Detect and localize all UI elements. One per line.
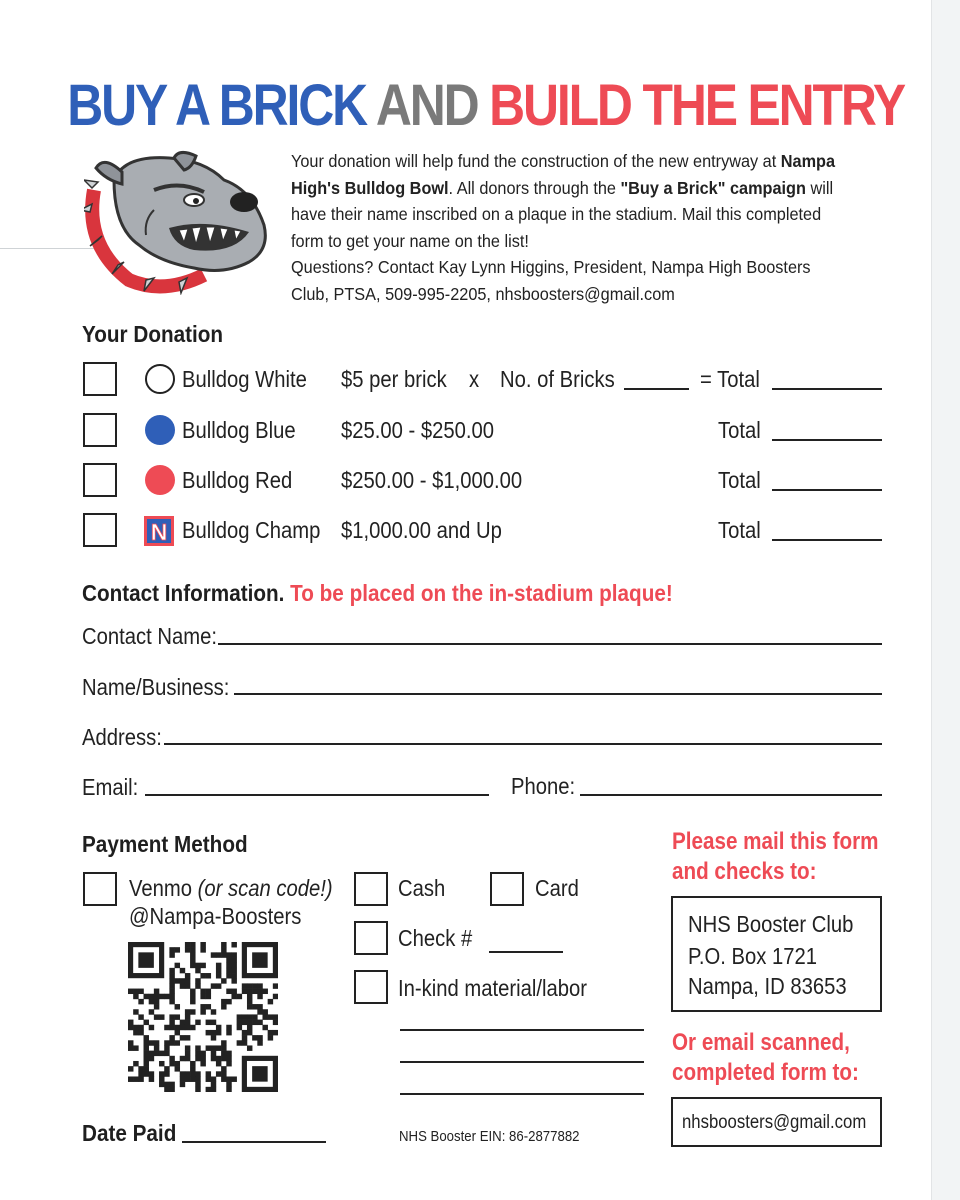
intro-questions: Questions? Contact Kay Lynn Higgins, President, Nampa High Boosters Club, PTSA, 509-995-2205, nhsboosters@gmail.com	[291, 257, 811, 304]
blue-circle-icon	[145, 415, 175, 445]
card-checkbox[interactable]	[490, 872, 524, 906]
title-part-1: BUY A BRICK	[67, 73, 366, 138]
email-box	[671, 1097, 882, 1147]
inkind-line-1[interactable]	[400, 1029, 644, 1031]
card-label: Card	[535, 875, 579, 901]
scan-mark	[0, 248, 95, 249]
mail-heading-line-1: Please mail this form	[672, 828, 879, 855]
tier-blue-price: $25.00 - $250.00	[341, 417, 495, 443]
check-number-field[interactable]	[489, 951, 563, 953]
venmo-note: (or scan code!)	[197, 875, 333, 901]
inkind-checkbox[interactable]	[354, 970, 388, 1004]
title-part-2: AND	[375, 73, 478, 138]
email-heading-line-2: completed form to:	[672, 1059, 859, 1086]
date-paid-field[interactable]	[182, 1141, 326, 1143]
mail-heading	[672, 827, 878, 887]
n-logo-icon	[143, 515, 175, 547]
inkind-line-2[interactable]	[400, 1061, 644, 1063]
cash-checkbox[interactable]	[354, 872, 388, 906]
contact-name-label: Contact Name:	[82, 623, 217, 649]
tier-red-name: Bulldog Red	[182, 467, 293, 493]
address-label: Address:	[82, 724, 162, 750]
qr-code-icon	[128, 942, 278, 1092]
intro-bold-1: Nampa High's Bulldog Bowl	[291, 151, 836, 198]
page-title	[67, 72, 904, 139]
mail-address-line-3: Nampa, ID 83653	[688, 973, 847, 999]
mail-address-line-2: P.O. Box 1721	[688, 943, 818, 969]
tier-white-times: x	[469, 366, 480, 392]
tier-champ-total-label: Total	[718, 517, 761, 543]
tier-red-total-label: Total	[718, 467, 761, 493]
mail-address-box	[671, 896, 882, 1012]
business-label: Name/Business:	[82, 674, 230, 700]
tier-champ-price: $1,000.00 and Up	[341, 517, 502, 543]
mail-heading-line-2: and checks to:	[672, 858, 817, 885]
tier-blue-name: Bulldog Blue	[182, 417, 296, 443]
business-field[interactable]	[234, 693, 882, 695]
mail-address-line-1: NHS Booster Club	[688, 911, 854, 937]
check-label: Check #	[398, 925, 473, 951]
contact-name-field[interactable]	[218, 643, 882, 645]
n-logo-letter: N	[150, 519, 168, 545]
inkind-label: In-kind material/labor	[398, 975, 587, 1001]
donation-heading: Your Donation	[82, 321, 224, 347]
tier-champ-total-field[interactable]	[772, 539, 882, 541]
tier-red-price: $250.00 - $1,000.00	[341, 467, 523, 493]
contact-heading-text: Contact Information.	[82, 580, 285, 606]
tier-champ-name: Bulldog Champ	[182, 517, 321, 543]
check-checkbox[interactable]	[354, 921, 388, 955]
intro-text-1: Your donation will help fund the construction of the new entryway at	[291, 151, 781, 171]
venmo-qr-code[interactable]	[128, 942, 278, 1097]
tier-white-total-field[interactable]	[772, 388, 882, 390]
tier-white-total-label: = Total	[700, 366, 760, 392]
tier-red-total-field[interactable]	[772, 489, 882, 491]
contact-subheading: To be placed on the in-stadium plaque!	[290, 580, 673, 606]
intro-text-2: . All donors through the	[448, 177, 621, 198]
title-part-3: BUILD THE ENTRY	[489, 73, 904, 138]
tier-white-name: Bulldog White	[182, 366, 307, 392]
tier-blue-checkbox[interactable]	[83, 413, 117, 447]
intro-text	[291, 148, 849, 307]
white-circle-icon	[145, 364, 175, 394]
venmo-checkbox[interactable]	[83, 872, 117, 906]
venmo-label-text: Venmo	[129, 875, 193, 901]
scan-edge	[931, 0, 960, 1200]
intro-text-3: will have their name inscribed on a plaque in the stadium. Mail this completed form to get your name on the list!	[291, 177, 834, 251]
ein-text: NHS Booster EIN: 86-2877882	[399, 1128, 580, 1145]
venmo-label	[129, 875, 333, 902]
address-field[interactable]	[164, 743, 882, 745]
tier-white-price: $5 per brick	[341, 366, 447, 392]
inkind-line-3[interactable]	[400, 1093, 644, 1095]
tier-white-checkbox[interactable]	[83, 362, 117, 396]
tier-blue-total-field[interactable]	[772, 439, 882, 441]
bricks-count-field[interactable]	[624, 388, 689, 390]
intro-bold-2: "Buy a Brick" campaign	[620, 177, 806, 198]
tier-blue-total-label: Total	[718, 417, 761, 443]
payment-heading: Payment Method	[82, 831, 248, 857]
tier-white-bricks-label: No. of Bricks	[500, 366, 615, 392]
tier-red-checkbox[interactable]	[83, 463, 117, 497]
email-heading-line-1: Or email scanned,	[672, 1029, 850, 1056]
red-circle-icon	[145, 465, 175, 495]
email-label: Email:	[82, 774, 139, 800]
email-heading	[672, 1028, 859, 1088]
email-field[interactable]	[145, 794, 489, 796]
phone-label: Phone:	[511, 773, 576, 799]
contact-heading	[82, 580, 673, 607]
bulldog-mascot-icon	[84, 150, 274, 295]
phone-field[interactable]	[580, 794, 882, 796]
date-paid-label: Date Paid	[82, 1120, 177, 1146]
cash-label: Cash	[398, 875, 446, 901]
tier-champ-checkbox[interactable]	[83, 513, 117, 547]
mail-email[interactable]: nhsboosters@gmail.com	[682, 1112, 867, 1133]
venmo-handle[interactable]: @Nampa-Boosters	[129, 903, 302, 929]
